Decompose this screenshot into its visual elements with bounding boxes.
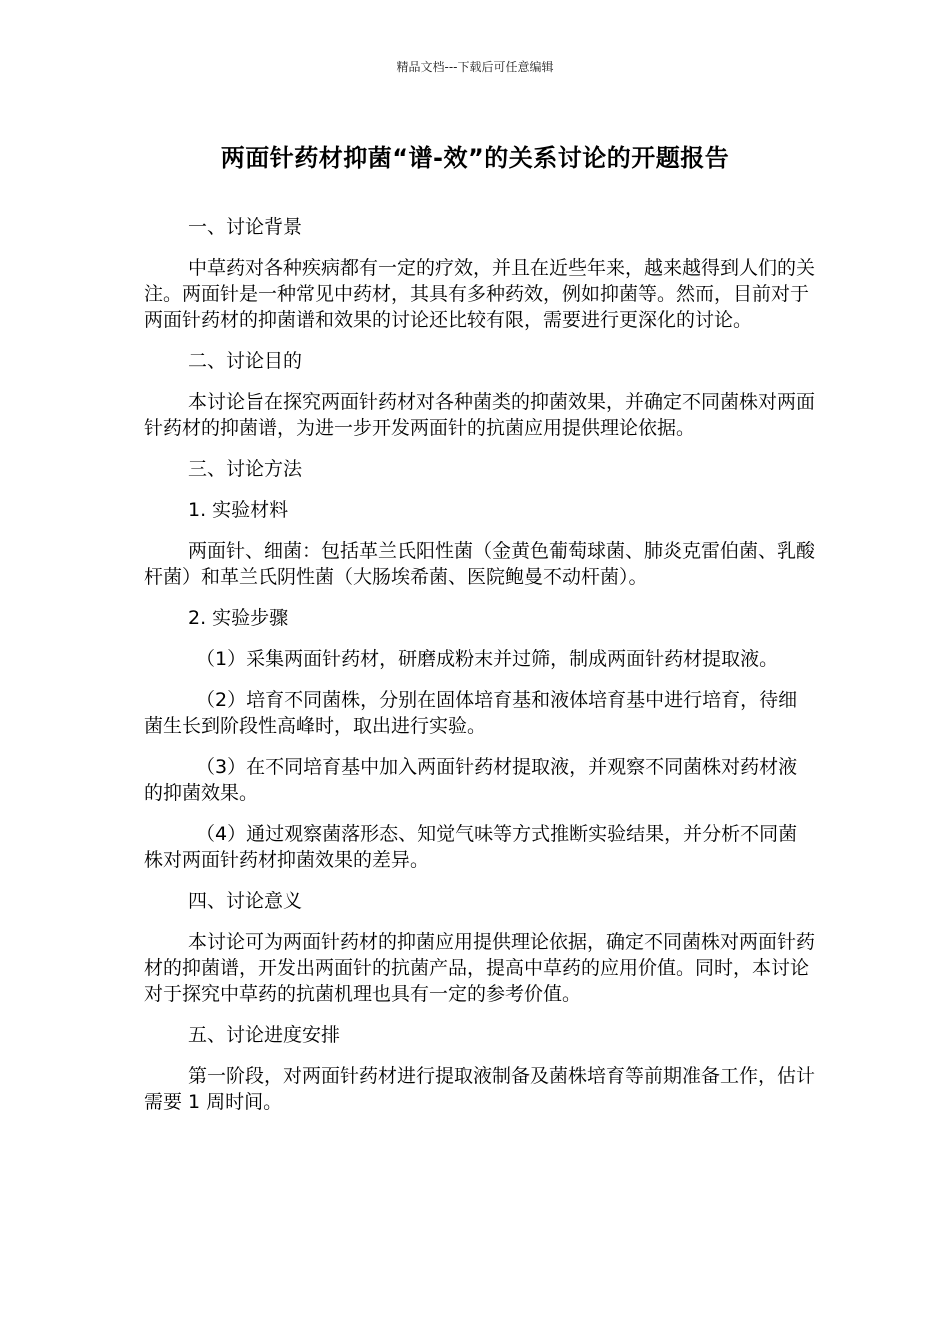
step-4: （4）通过观察菌落形态、知觉气味等方式推断实验结果，并分析不同菌株对两面针药材抑菌效果的差异。: [144, 823, 798, 871]
step-3: （3）在不同培育基中加入两面针药材提取液，并观察不同菌株对药材液的抑菌效果。: [144, 756, 798, 804]
paragraph-background: 中草药对各种疾病都有一定的疗效，并且在近些年来，越来越得到人们的关注。两面针是一种常见中药材，其具有多种药效，例如抑菌等。然而，目前对于两面针药材的抑菌谱和效果的讨论还比较有限，需要进行更深化的讨论。: [144, 257, 816, 331]
section-heading-purpose: 二、讨论目的: [188, 350, 303, 372]
document-body: [144, 214, 816, 1130]
section-heading-background: 一、讨论背景: [188, 216, 303, 238]
section-heading-significance: 四、讨论意义: [188, 890, 303, 912]
subheading-steps: 2. 实验步骤: [188, 607, 289, 629]
paragraph-schedule: 第一阶段，对两面针药材进行提取液制备及菌株培育等前期准备工作，估计需要 1 周时间。: [144, 1065, 816, 1113]
section-heading-method: 三、讨论方法: [188, 458, 303, 480]
header-note: 精品文档---下载后可任意编辑: [396, 60, 554, 74]
paragraph-purpose: 本讨论旨在探究两面针药材对各种菌类的抑菌效果，并确定不同菌株对两面针药材的抑菌谱，为进一步开发两面针的抗菌应用提供理论依据。: [144, 391, 816, 439]
document-title: 两面针药材抑菌“谱-效”的关系讨论的开题报告: [220, 144, 730, 172]
step-1: （1）采集两面针药材，研磨成粉末并过筛，制成两面针药材提取液。: [196, 648, 779, 670]
paragraph-materials: 两面针、细菌：包括革兰氏阳性菌（金黄色葡萄球菌、肺炎克雷伯菌、乳酸杆菌）和革兰氏阴性菌（大肠埃希菌、医院鲍曼不动杆菌）。: [144, 540, 816, 588]
step-2: （2）培育不同菌株，分别在固体培育基和液体培育基中进行培育，待细菌生长到阶段性高峰时，取出进行实验。: [144, 689, 798, 737]
subheading-materials: 1. 实验材料: [188, 499, 289, 521]
paragraph-significance: 本讨论可为两面针药材的抑菌应用提供理论依据，确定不同菌株对两面针药材的抑菌谱，开发出两面针的抗菌产品，提高中草药的应用价值。同时，本讨论对于探究中草药的抗菌机理也具有一定的参考价值。: [144, 931, 816, 1005]
section-heading-schedule: 五、讨论进度安排: [188, 1024, 341, 1046]
